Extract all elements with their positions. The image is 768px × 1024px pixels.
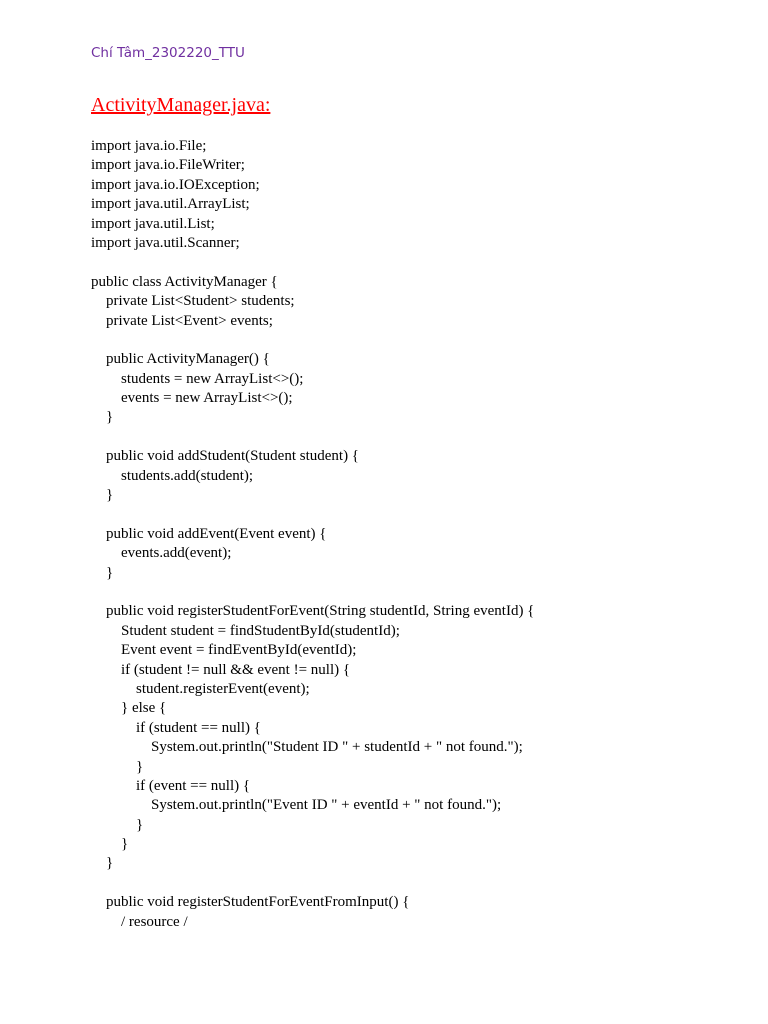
code-line: if (event == null) { (91, 777, 251, 794)
code-line: public void registerStudentForEvent(String studentId, String eventId) { (91, 603, 535, 620)
code-line: } (91, 487, 114, 504)
code-line: } (91, 855, 114, 872)
code-line (91, 874, 534, 893)
code-line: System.out.println("Student ID " + studentId + " not found."); (91, 739, 523, 756)
code-line: import java.io.IOException; (91, 176, 260, 193)
code-line: import java.util.List; (91, 215, 215, 232)
code-listing (91, 137, 534, 932)
code-line: Event event = findEventById(eventId); (91, 642, 357, 659)
code-line: Student student = findStudentById(studentId); (91, 622, 400, 639)
code-line: public void registerStudentForEventFromInput() { (91, 894, 410, 911)
code-line (91, 505, 534, 524)
code-line: students = new ArrayList<>(); (91, 370, 304, 387)
code-line: private List<Student> students; (91, 293, 295, 310)
code-line: public void addEvent(Event event) { (91, 525, 327, 542)
code-line: } (91, 816, 144, 833)
code-line: import java.util.ArrayList; (91, 196, 250, 213)
code-line: import java.io.FileWriter; (91, 157, 245, 174)
code-line: private List<Event> events; (91, 312, 273, 329)
code-line: } else { (91, 700, 167, 717)
code-line: / resource / (91, 913, 188, 930)
code-line: } (91, 836, 129, 853)
page-header-author: Chí Tâm_2302220_TTU (91, 45, 245, 61)
code-line: public class ActivityManager { (91, 273, 278, 290)
code-line: System.out.println("Event ID " + eventId + " not found."); (91, 797, 502, 814)
code-line: } (91, 409, 114, 426)
code-line (91, 428, 534, 447)
code-line: events = new ArrayList<>(); (91, 390, 293, 407)
code-line: public void addStudent(Student student) { (91, 448, 360, 465)
code-line: import java.util.Scanner; (91, 234, 240, 251)
code-line: events.add(event); (91, 545, 232, 562)
code-line: student.registerEvent(event); (91, 680, 310, 697)
code-line: students.add(student); (91, 467, 254, 484)
code-line: import java.io.File; (91, 138, 207, 154)
code-line (91, 331, 534, 350)
code-line: if (student != null && event != null) { (91, 661, 351, 678)
code-line (91, 253, 534, 272)
code-line: if (student == null) { (91, 719, 261, 736)
code-line: } (91, 564, 114, 581)
code-line (91, 583, 534, 602)
code-line: public ActivityManager() { (91, 351, 270, 368)
code-line: } (91, 758, 144, 775)
document-title: ActivityManager.java: (91, 94, 271, 116)
